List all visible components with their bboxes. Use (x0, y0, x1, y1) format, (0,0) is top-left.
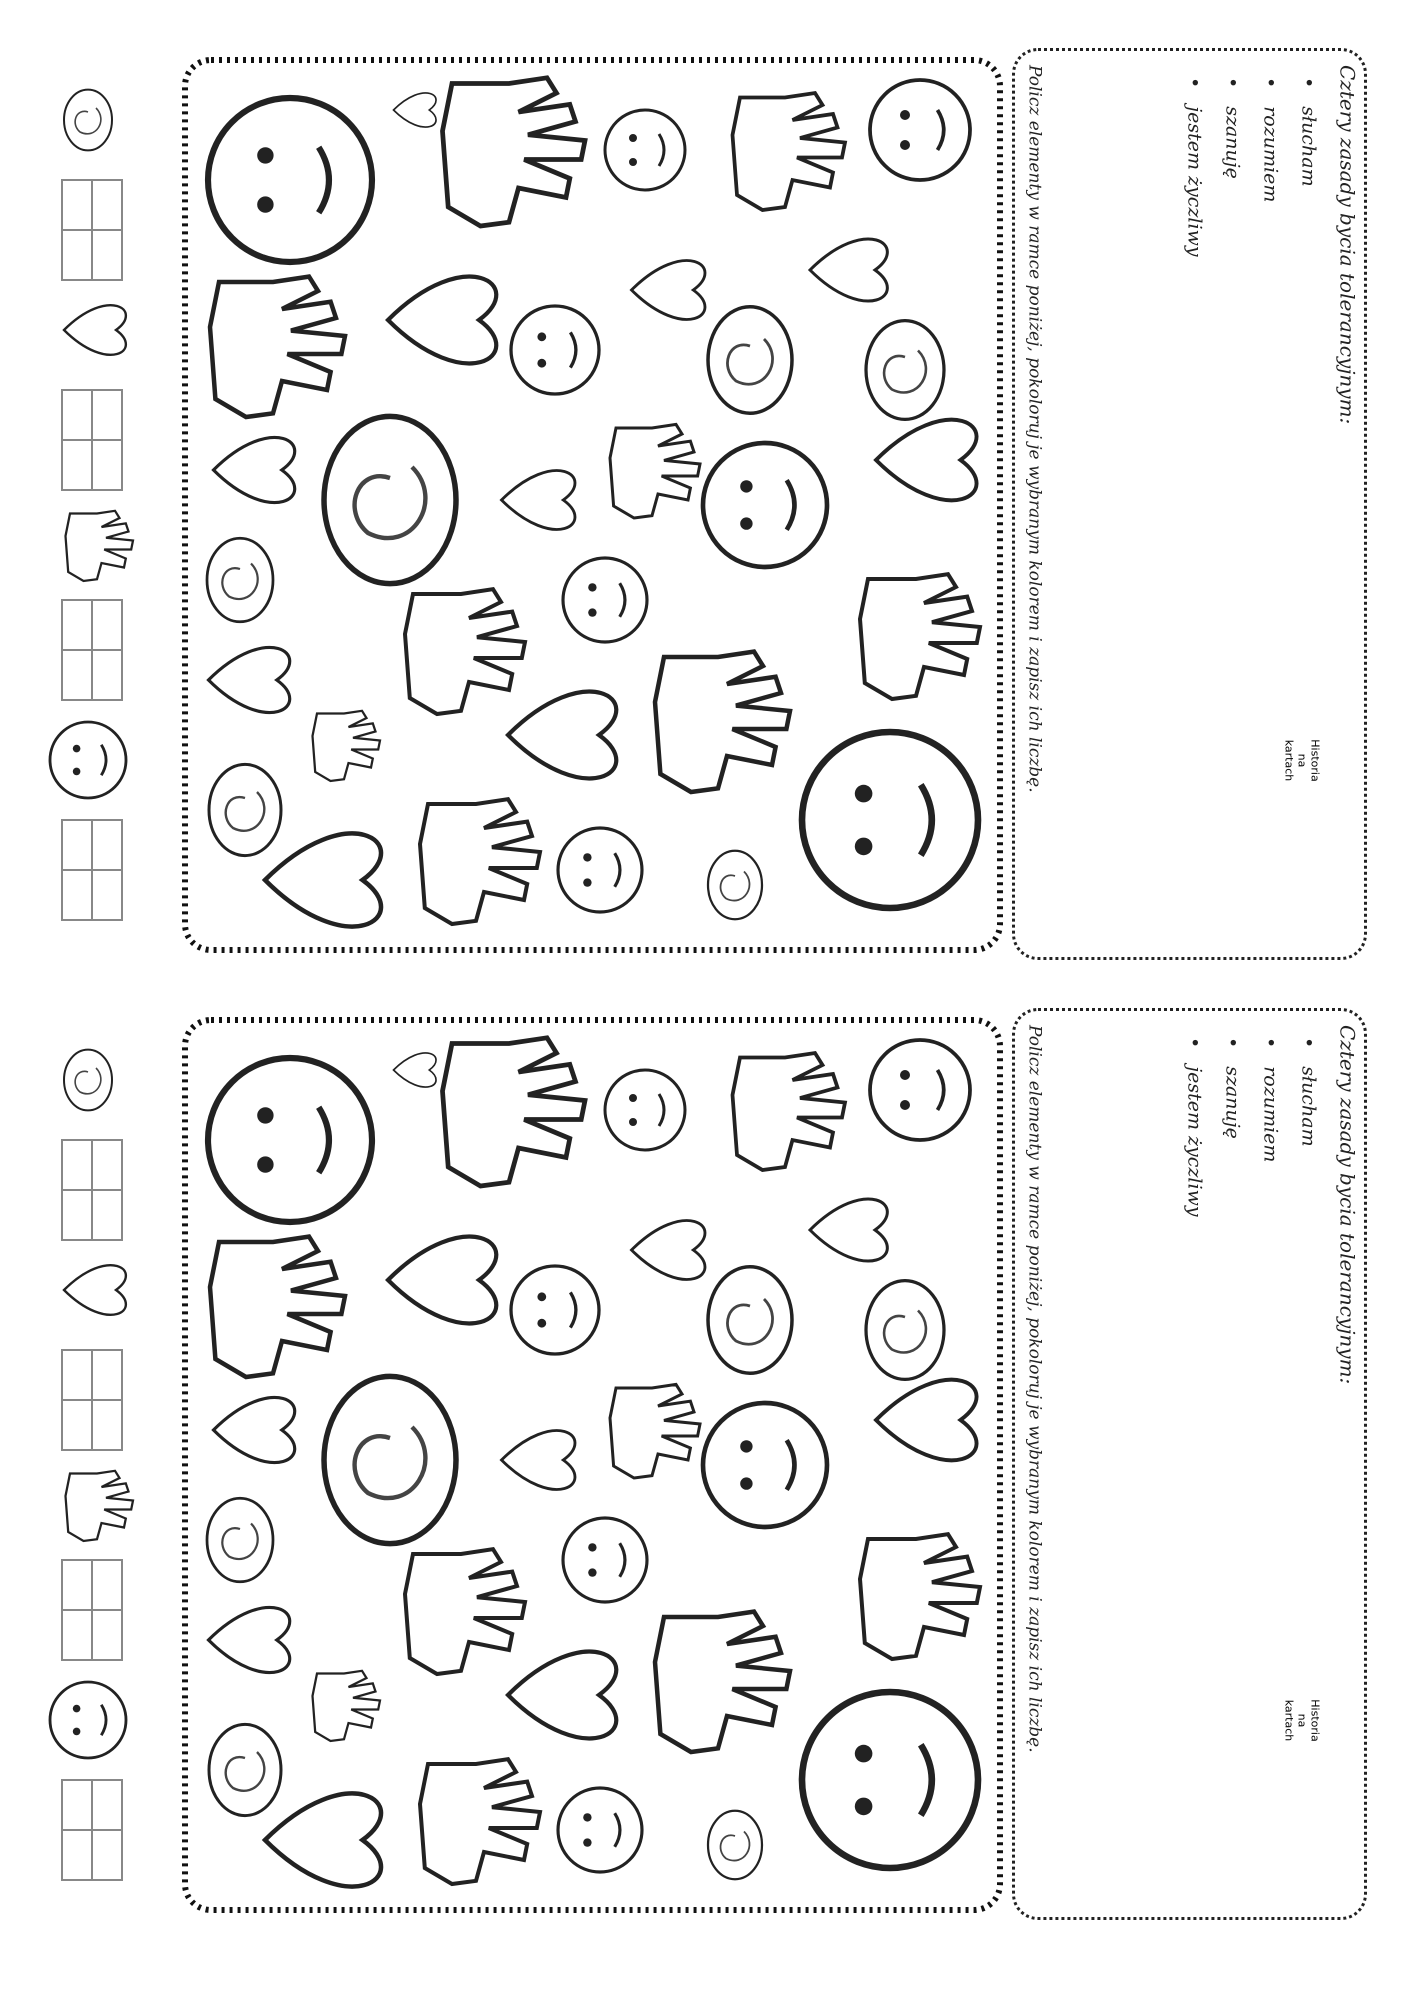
count-box-hand[interactable] (62, 600, 122, 700)
count-box-heart[interactable] (62, 1350, 122, 1450)
rules-list (1176, 1037, 1328, 1217)
brand-logo: Historia na kartach (1282, 739, 1322, 782)
task-instruction: Policz elementy w ramce poniżej, pokoloruj je wybranym kolorem i zapisz ich liczbę. (1024, 65, 1045, 793)
rule-item: • słucham (1290, 1037, 1328, 1217)
count-box-ear[interactable] (62, 1140, 122, 1240)
rule-item: • słucham (1290, 77, 1328, 257)
rules-list (1176, 77, 1328, 257)
count-column (50, 90, 133, 920)
count-box-hand[interactable] (62, 1560, 122, 1660)
rule-item: • szanuję (1214, 1037, 1252, 1217)
rule-item: • rozumiem (1252, 77, 1290, 257)
rule-item: • rozumiem (1252, 1037, 1290, 1217)
count-box-ear[interactable] (62, 180, 122, 280)
brand-logo: Historia na kartach (1282, 1699, 1322, 1742)
worksheet-copy-bottom (0, 960, 1414, 1960)
counting-elements[interactable] (207, 1038, 980, 1887)
count-column (50, 1050, 133, 1880)
rule-item: • jestem życzliwy (1176, 77, 1214, 257)
counting-frame (185, 1020, 1000, 1910)
instruction-panel (1012, 1008, 1367, 1920)
ear-icon (64, 90, 112, 151)
hand-icon (66, 511, 134, 581)
task-instruction: Policz elementy w ramce poniżej, pokoloruj je wybranym kolorem i zapisz ich liczbę. (1024, 1025, 1045, 1753)
count-box-heart[interactable] (62, 390, 122, 490)
smiley-icon (50, 722, 126, 798)
rule-item: • szanuję (1214, 77, 1252, 257)
count-box-smiley[interactable] (62, 820, 122, 920)
heart-icon (64, 305, 126, 355)
worksheet-title: Cztery zasady bycia tolerancyjnym: (1335, 1025, 1360, 1385)
counting-elements[interactable] (207, 78, 980, 927)
worksheet-title: Cztery zasady bycia tolerancyjnym: (1335, 65, 1360, 425)
counting-frame (185, 60, 1000, 950)
count-box-smiley[interactable] (62, 1780, 122, 1880)
rule-item: • jestem życzliwy (1176, 1037, 1214, 1217)
instruction-panel (1012, 48, 1367, 960)
